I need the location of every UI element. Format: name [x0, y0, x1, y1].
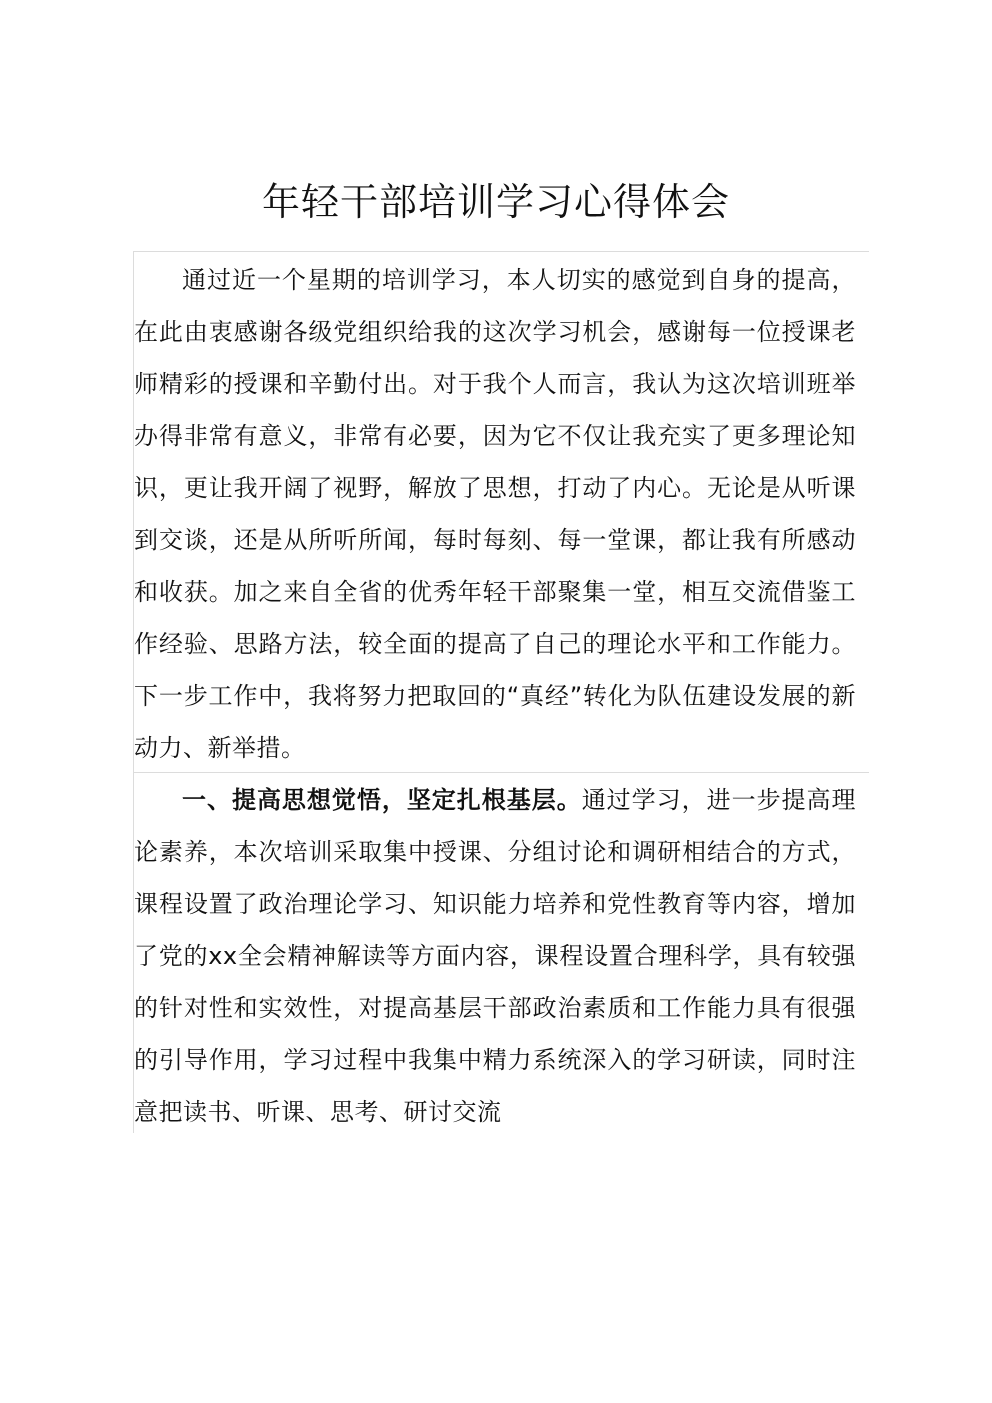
- paragraph-2-text: 通过学习，进一步提高理论素养，本次培训采取集中授课、分组讨论和调研相结合的方式，课程设置了政治理论学习、知识能力培养和党性教育等内容，增加了党的xx全会精神解读等方面内容，课程设置合理科学，具有较强的针对性和实效性，对提高基层干部政治素质和工作能力具有很强的引导作用，学习过程中我集中精力系统深入的学习研读，同时注意把读书、听课、思考、研讨交流: [134, 786, 857, 1126]
- body-paragraph-2: [134, 774, 856, 1138]
- section-heading: 一、提高思想觉悟，坚定扎根基层。: [182, 786, 582, 814]
- paragraph-1-text: 通过近一个星期的培训学习，本人切实的感觉到自身的提高，在此由衷感谢各级党组织给我的这次学习机会，感谢每一位授课老师精彩的授课和辛勤付出。对于我个人而言，我认为这次培训班举办得非常有意义，非常有必要，因为它不仅让我充实了更多理论知识，更让我开阔了视野，解放了思想，打动了内心。无论是从听课到交谈，还是从所听所闻，每时每刻、每一堂课，都让我有所感动和收获。加之来自全省的优秀年轻干部聚集一堂，相互交流借鉴工作经验、思路方法，较全面的提高了自己的理论水平和工作能力。下一步工作中，我将努力把取回的“真经”转化为队伍建设发展的新动力、新举措。: [134, 266, 856, 762]
- paragraph-divider: [133, 772, 869, 773]
- document-title: 年轻干部培训学习心得体会: [261, 180, 730, 224]
- top-divider: [133, 251, 869, 252]
- body-paragraph-1: [134, 254, 856, 774]
